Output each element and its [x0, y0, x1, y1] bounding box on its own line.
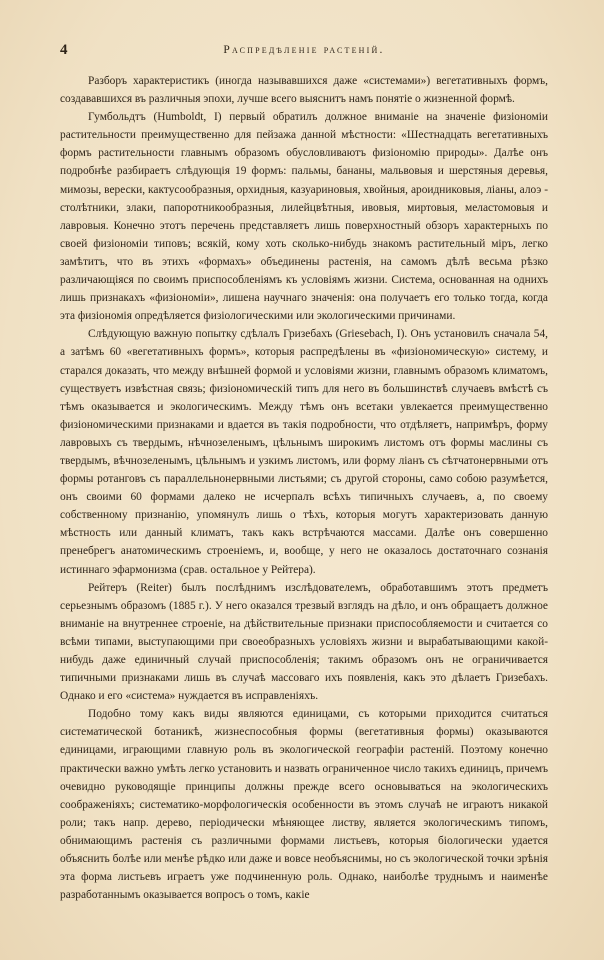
paragraph-grisebach: Слѣдующую важную попытку сдѣлалъ Гризебахъ (Griesebach, I). Онъ установилъ сначала 54, а затѣмъ 60 «вегетативныхъ формъ», которыя распредѣлены въ «физіономическую» систему, и старался доказать, что между внѣшней формой и условіями жизни, главнымъ образомъ климатомъ, существуетъ извѣстная связь; физіономическій типъ для него въ большинствѣ случаевъ вмѣстѣ съ тѣмъ оказывается и экологическимъ. Между тѣмъ онъ всетаки увлекается преимущественно физіономическими признаками и вдается въ такія подробности, что отдѣляетъ, напримѣръ, форму лавровыхъ съ твердымъ, нѣчнозеленымъ, цѣльнымъ широкимъ листомъ отъ формы маслины съ твердымъ, вѣчнозеленымъ, цѣльнымъ и узкимъ листомъ, или форму ліанъ съ сѣтчатонервными отъ формы ротанговъ съ параллельнонервными листьями; съ другой стороны, само собою разумѣется, онъ своими 60 формами далеко не исчерпалъ всѣхъ типичныхъ случаевъ, а, по своему собственному признанію, упомянулъ лишь о тѣхъ, которыя могутъ характеризовать данную мѣстность или данный климатъ, такъ какъ встрѣчаются массами. Далѣе онъ совершенно пренебрегъ анатомическимъ строеніемъ, и, вообще, у него не оказалось достаточнаго сознанія истиннаго эфармонизма (срав. остальное у Рейтера). [60, 328, 548, 576]
paragraph-reiter: Рейтеръ (Reiter) былъ послѣднимъ изслѣдователемъ, обработавшимъ этотъ предметъ серьезнымъ образомъ (1885 г.). У него оказался трезвый взглядъ на дѣло, и онъ обращаетъ должное вниманіе на внутреннее строеніе, на дѣйствительные признаки приспособляемости и считается со всѣми типами, выступающими при своеобразныхъ условіяхъ жизни и вырабатывающими какой-нибудь даже единичный случай приспособленія; такимъ образомъ онъ не ограничивается типичными признаками лишь въ случаѣ массоваго ихъ появленія, какъ это дѣлаетъ Гризебахъ. Однако и его «система» нуждается въ исправленіяхъ. [60, 581, 548, 703]
page-header [60, 42, 548, 62]
page-number: 4 [60, 42, 68, 58]
page-body [60, 72, 548, 904]
paragraph-life-form-intro: Разборъ характеристикъ (иногда называвшихся даже «системами») вегетативныхъ формъ, создававшихся въ различныя эпохи, лучше всего выяснитъ намъ понятіе о жизненной формѣ. [60, 75, 548, 106]
paragraph-humboldt: Гумбольдтъ (Humboldt, I) первый обратилъ должное вниманіе на значеніе физіономіи растительности преимущественно для пейзажа данной мѣстности: «Шестнадцать вегетативныхъ формъ растительности главнымъ образомъ обусловливаютъ физіономію природы». Далѣе онъ подробнѣе разбираетъ слѣдующія 19 формъ: пальмы, бананы, мальвовыя и шерстяныя деревья, мимозы, верески, кактусообразныя, орхидныя, казуариновыя, хвойныя, ароидниковыя, ліаны, алоэ - столѣтники, злаки, папоротникообразныя, лилейцвѣтныя, ивовыя, миртовыя, меластомовыя и лавровыя. Конечно этотъ перечень представляетъ лишь поверхностный обзоръ характерныхъ по своей физіономіи типовъ; всякій, кому хоть сколько-нибудь знакомъ растительный міръ, легко замѣтитъ, что въ этихъ «формахъ» объединены растенія, на самомъ дѣлѣ весьма рѣзко различающіяся по своимъ приспособленіямъ къ условіямъ жизни. Система, основанная на однихъ лишь признакахъ «физіономіи», лишена научнаго значенія: она получаетъ его только тогда, когда эта физіономія опредѣляется физіологическими или экологическими причинами. [60, 111, 548, 323]
paragraph-ecological-units: Подобно тому какъ виды являются единицами, съ которыми приходится считаться систематической ботаникѣ, жизнеспособныя формы (вегетативныя формы) оказываются единицами, играющими главную роль въ экологической географіи растеній. Поэтому конечно практически важно умѣть легко установить и назвать ограниченное число такихъ единицъ, причемъ очевидно руководящіе принципы должны прежде всего основываться на экологическихъ соображеніяхъ; систематико-морфологическія особенности въ этомъ случаѣ не играютъ никакой роли; такъ напр. дерево, періодически мѣняющее листву, является экологическимъ типомъ, обнимающимъ растенія съ различными формами листьевъ, которыя біологически удается объяснить болѣе или менѣе рѣдко или даже и вовсе необъяснимы, но съ экологической точки зрѣнія эта форма листьевъ играетъ уже подчиненную роль. Однако, наиболѣе труднымъ и наименѣе разработаннымъ оказывается вопросъ о томъ, какіе [60, 708, 548, 902]
running-title: Распредѣленіе растеній. [223, 44, 385, 56]
